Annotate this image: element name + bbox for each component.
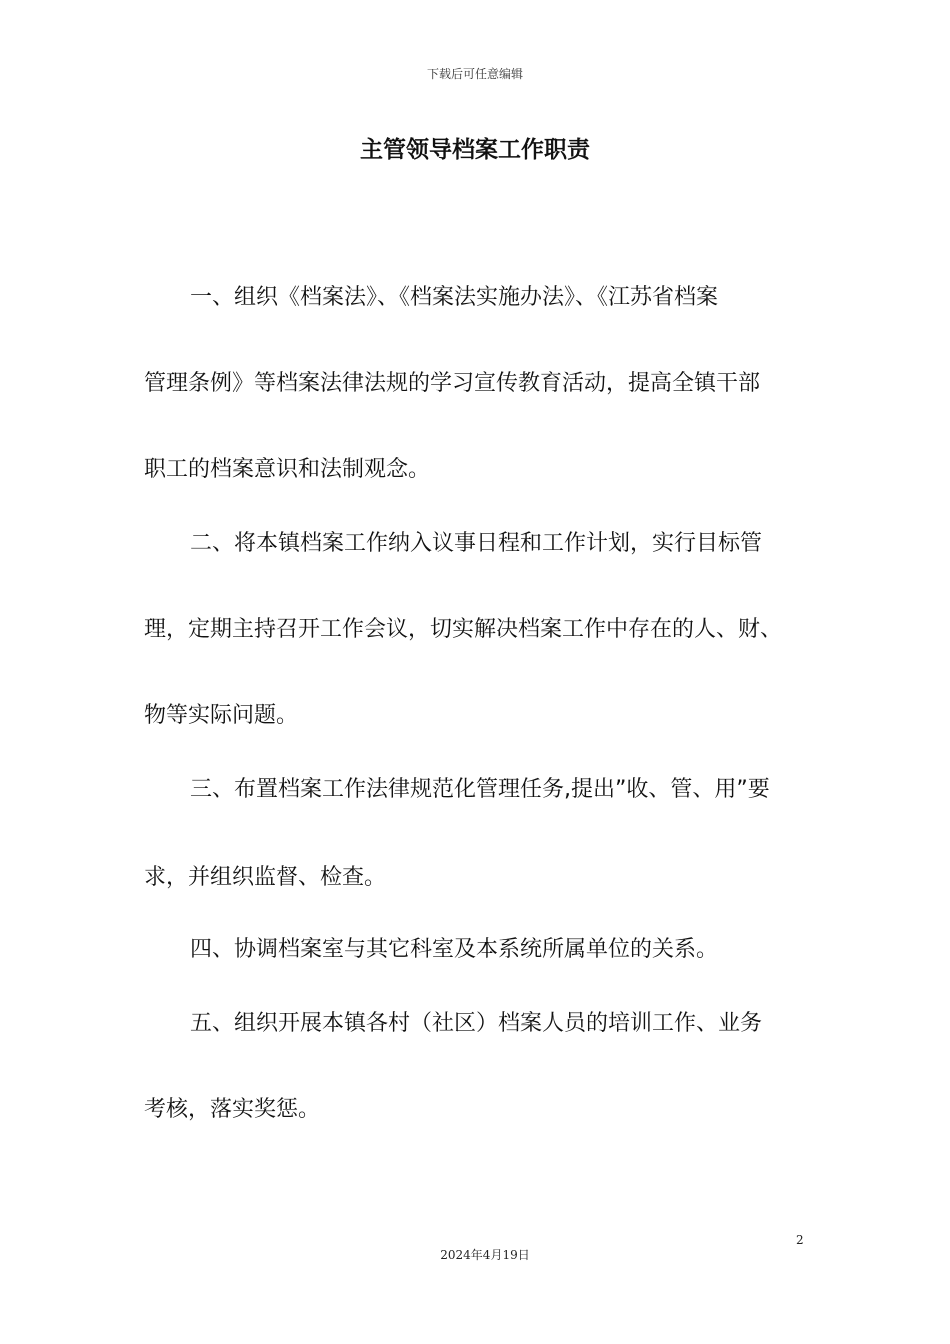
paragraph-1-line-1: 一、组织《档案法》、《档案法实施办法》、《江苏省档案 bbox=[190, 285, 719, 310]
paragraph-1-line-2: 管理条例》等档案法律法规的学习宣传教育活动，提高全镇干部 bbox=[144, 371, 761, 396]
paragraph-2-line-3: 物等实际问题。 bbox=[144, 703, 299, 728]
paragraph-2-line-1: 二、将本镇档案工作纳入议事日程和工作计划，实行目标管 bbox=[190, 531, 763, 556]
page-number: 2 bbox=[796, 1233, 804, 1247]
paragraph-5-line-1: 五、组织开展本镇各村（社区）档案人员的培训工作、业务 bbox=[190, 1011, 763, 1036]
paragraph-3-line-2: 求，并组织监督、检查。 bbox=[144, 865, 387, 890]
paragraph-2-line-2: 理，定期主持召开工作会议，切实解决档案工作中存在的人、财、 bbox=[144, 617, 783, 642]
footer-date: 2024年4月19日 bbox=[440, 1248, 530, 1262]
header-note: 下载后可任意编辑 bbox=[426, 67, 523, 81]
paragraph-3-line-1: 三、布置档案工作法律规范化管理任务,提出”收、管、用”要 bbox=[190, 777, 770, 802]
paragraph-1-line-3: 职工的档案意识和法制观念。 bbox=[144, 457, 431, 482]
paragraph-4-line-1: 四、协调档案室与其它科室及本系统所属单位的关系。 bbox=[190, 937, 719, 962]
document-title: 主管领导档案工作职责 bbox=[360, 137, 590, 163]
paragraph-5-line-2: 考核，落实奖惩。 bbox=[144, 1097, 321, 1122]
